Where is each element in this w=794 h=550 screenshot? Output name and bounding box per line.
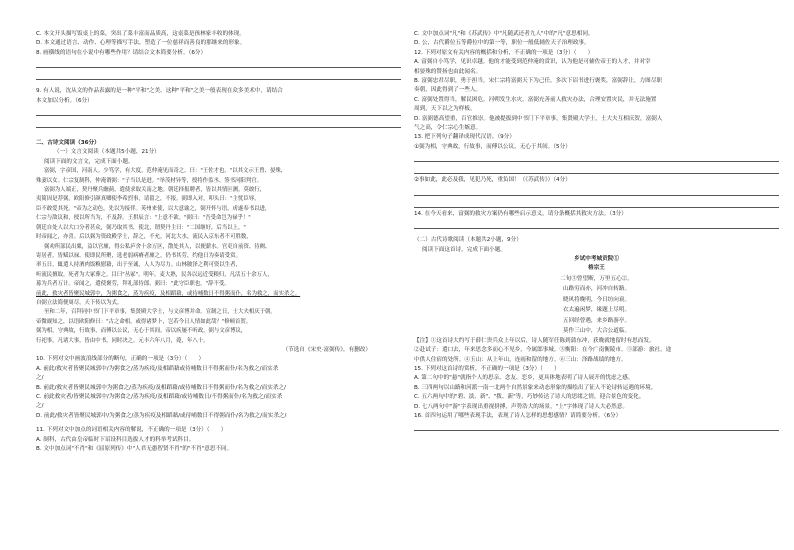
q12-option[interactable]: D. 富弼德高望重，百官推崇。他被提拔到中书门下平章事，集贤殿大学士，士大夫互相庆贺，富弼人 [414, 115, 663, 122]
q10-option[interactable]: A. 前此/救灾者皆聚民城郭中/为粥食之/蒸为疾疫/及相蹈藉或待哺数日不得粥而仆/名为救之/而实杀 [36, 365, 279, 372]
poem-line: 五回经曾遇，来乡路游亭。 [562, 317, 631, 324]
answer-line[interactable] [36, 58, 401, 68]
classical-line: 富弼为人端正，契丹聚兵幽蓟，遣使求取关南之地。朝廷择报聘者，皆以其情叵测，莫敢行， [44, 187, 266, 194]
classical-line: 富弼，字彦国，河南人。少笃学，有大度。范仲淹见而奇之，曰："王佐才也。"以其文示王曾、晏殊， [44, 168, 287, 175]
poem-line: 衣太遍闲梦，缘题上尽明。 [562, 307, 631, 314]
q7-option-c: C. 本文开头描写饭桌上的菜，突出了菜丰富而品质高，这桌菜是孩林家丰收的体现。 [36, 31, 245, 37]
classical-line: 时帝闻之，亦喜。后以弼为资政殿学士，辞之，不允。河北大水，流民入京东者不可胜数， [36, 234, 252, 241]
q15-question: 15. 下列对这首诗的赏析，不正确的一项是（3分）（ ） [414, 365, 560, 372]
q10-option-cont: 之/ [36, 403, 44, 410]
answer-line[interactable] [414, 421, 779, 431]
poem-note-cont: 中供人住宿的处所。④玉山：从上年山，连雨和留的地方。⑥三山：泽路战绩的地方。 [414, 356, 627, 363]
q15-option[interactable]: B. 三四两句以山路和河派一南一北两个自然景象来动态形象的描绘出了征人不论诗转运遇的环境。 [414, 384, 657, 391]
source-credit: （节选自《宋史·富弼传》，有删改） [282, 346, 371, 353]
q12-option-cont: 周到，天下以之为样板。 [414, 106, 476, 113]
classical-line: 弼为相，守典故，行故事，而傅以公议，无心于其间。帝以疾屡不听政，弼与文彦博议， [36, 328, 247, 335]
q10-question: 10. 下列对文中画波浪线部分的断句，正确的一项是（3分）（ ） [36, 356, 205, 363]
q13-question: 13. 把下列句子翻译成现代汉语。（9分） [414, 134, 515, 141]
poem-line: 山路穷而亦，河冲自转路。 [562, 286, 631, 293]
q10-option[interactable]: B. 前此/救灾者皆聚民城郭中为粥食之/蒸为疾疫/及相蹈藉/或待哺数日不得粥而仆/名为救之/而实杀之/ [36, 384, 286, 391]
q10-option[interactable]: D. 前此/救灾者皆聚民城郭中/为粥食之/蒸为疾疫及相蹈藉/或待哺数日不得粥而仆/名为救之/而实杀之/ [36, 412, 287, 419]
q14-question: 14. 在今天看来，富弼的救灾方案仍有哪些启示意义，请分条概括其救灾方法。（3分） [414, 210, 627, 217]
classical-line: 夷简因是荐弼。欧阳修引颜真卿使李希烈事，请留之，不报。弼即入对，叩头曰："主忧臣辱， [36, 196, 260, 203]
classical-line: 弼劝所部民出粟，益以官廪，得公私庐舍十余万区，散处其人，以便薪水。官吏自前资、待阙、 [44, 243, 271, 250]
classical-line: 听流民擅取。死者为大冢葬之，目曰"丛冢"。明年，麦大熟，民各以远近受粮归，凡活五十余万人， [36, 271, 273, 278]
answer-line[interactable] [414, 164, 779, 174]
q12-option[interactable]: B. 富弼忠君尽职，勇于担当。宋仁宗将富弼天下为己任，多次下诏书进行褒奖，富弼辞让，力图尽职 [414, 78, 662, 85]
q10-option[interactable]: C. 前此救灾者/皆聚民城郭中/为粥食之/蒸为疾疫/及相蹈藉/或待哺数日/不得粥而仆/名为救之/而实杀 [36, 394, 283, 400]
q15-option[interactable]: C. 五六两句中的"碧、淡、新"、"拨、新"等，巧妙传达了诗人的思绪之情，迎合景色的变化。 [414, 394, 645, 401]
poem-note-cont: ②赴试子：遣口去，年来思念多而心不见乡，今属郎事城。③衡阳：在今广南衡陵市。⑤部游：旅社，途 [414, 347, 672, 354]
q10-option-cont: 之/ [36, 375, 44, 382]
section-2-subtitle: （一）文言文阅读（本题共5小题，21分） [54, 149, 160, 156]
classical-line: 仁宗与敌议和，授以所当为，不及辞。王拱辰言："上意不欲。"弼曰："吾受命岂为禄乎！" [36, 215, 251, 222]
poem-intro: 阅读下面这首诗，完成下面小题。 [422, 246, 506, 253]
q12-option[interactable]: A. 富弼自小笃学，见识卓越。他的才能受到范仲淹的赏识，认为他是可辅佐帝王的人才，并对宰 [414, 59, 651, 66]
q12-question: 12. 下列对原文有关内容的概括和分析，不正确的一项是（3分）（ ） [414, 49, 594, 56]
q12-option[interactable]: C. 富弼处置得当，解民困危。河朔发生水灾，富弼充善前人救灾办法，合理安置灾民，并无法施置 [414, 96, 657, 103]
q12-option-cont: 气之高，令仁宗心生嫉意。 [414, 125, 482, 132]
classical-line-wavy: 前此，救灾者皆聚民城郭中，为粥食之，蒸为疾疫，及相蹈藉，或待哺数日不得粥而仆，名为救之，而实杀之。 [36, 290, 301, 297]
answer-line[interactable] [414, 219, 779, 229]
classical-text [36, 167, 401, 346]
left-column [36, 30, 401, 454]
q11-option[interactable]: B. 文中加点词"不肖"和《屈原列传》中"人君无愚智贤不肖"的"不肖"意思不同。 [36, 446, 233, 453]
section-2-intro: 阅读下面的文言文，完成下面小题。 [44, 158, 134, 165]
q12-option-cont: 奏朝，因此得到了一些人。 [414, 87, 482, 94]
classical-line: 行祀事，凡诸大事，皆由中书，同时决之。元丰六年八月，薨，年八十。 [36, 337, 209, 344]
section-2-title: 二、古诗文阅读（36分） [36, 140, 100, 147]
q13-item-2: ②事如此，此必及我，见犯乃死，重负国！（《苏武传》）（4分） [414, 177, 571, 184]
q11-option[interactable]: D. 公，古代爵位五等爵位中的第一等，职位一般低辅佐天子治理政事。 [414, 40, 590, 47]
q12-option-cont: 相晏殊的赞扬也由此闻名。 [414, 68, 482, 75]
classical-line: 殊妻以女。仁宗复制科，仲淹谓弼："子当以是进。"举茂材异等，授将作监丞、签书河阳判官。 [36, 177, 262, 184]
classical-line: 自弼立法简便周尽，天下传以为式。 [36, 299, 123, 306]
q13-item-1: ①弼为相，守典故，行故事，而傅以公议，无心于其间。（5分） [414, 143, 571, 150]
poem-note: 【注】①这首诗大约写于薛仁贵兵众上年以后，诗人随军任陈到蒲东冲，获晚就地留时有思而发。 [414, 337, 655, 344]
answer-line[interactable] [414, 152, 779, 162]
poem-section-title: （二）古代诗歌阅读（本题共2小题，9分） [414, 237, 522, 244]
classical-line: 率五日，辄遣人持酒肉饭糗慰藉，出于至诚，人人为尽力。山林陂泽之利可资以生者， [36, 262, 241, 269]
q9-question: 9. 有人说，沈从文的作品表露的是一种"平和"之美。这种"平和"之美一般表现在众多美术中，请结合 [36, 88, 283, 95]
classical-line: 寄居者，皆赋以禄，使即民所聚，选老弱病瘠者廪之。仍书其劳，约他日为奏请受赏。 [36, 252, 241, 259]
poem-author: 格宗王 [588, 265, 605, 272]
q15-option[interactable]: A. 第二句中的"悬"就指个人的思亲、念友、恋乡，更具体地表明了诗人展开的忧虑之感。 [414, 375, 634, 382]
poem-line: 莫作三山中，大合公道临。 [562, 328, 631, 335]
answer-line[interactable] [414, 198, 779, 208]
q7-option-d: D. 本文通过语言、动作、心理等描写手法，塑造了一位慈祥而善良的那继来的形象。 [36, 40, 246, 47]
q11-option[interactable]: C. 文中加点词"凡"和《苏武传》中"凡随武还者九人"中的"凡"意思相同。 [414, 31, 594, 37]
answer-line[interactable] [36, 118, 401, 128]
q9-question-cont: 本文加以分析。（6分） [36, 97, 93, 104]
poem-line: 晓风将晚明，今日坊向衰。 [562, 296, 631, 303]
classical-line: 臣不敢爱其死。"帝为之动色，先以为接伴。英州来使，以大意谕之，弼开怀与语，虏遂奉书以进， [36, 205, 271, 212]
q15-option[interactable]: D. 七八两句中"游"字表现出重视拼搏，声势浩大的场景，"上"字体现了诗人大必然意。 [414, 403, 628, 410]
q16-question: 16. 首四句运用了哪些表现手法，表现了诗人怎样的思想感情？请简要分析。（6分） [414, 412, 622, 419]
answer-line[interactable] [414, 186, 779, 196]
q8-question: 8. 画横线的语句在小说中有哪些作用？请结合文本简要分析。（6分） [36, 49, 207, 56]
answer-line[interactable] [36, 106, 401, 116]
classical-line: 至和二年，召拜同中书门下平章事，集贤殿大学士，与文彦博并命。宣制之日，士大夫相庆于朝。 [44, 309, 276, 316]
poem-line: 二旬③曾望断，万里五心②。 [560, 275, 633, 282]
classical-line: 帝微觇知之，以语欧阳修曰："古之命相，或得诸梦卜，岂若今日人情如此哉？"修顿首贺。 [36, 318, 252, 325]
classical-line: 募为兵者万计。帝闻之，遣使褒劳，拜礼部侍郎。弼曰："此守臣职也。"辞不受。 [36, 281, 230, 288]
poem-body [414, 274, 779, 337]
q11-option[interactable]: A. 制科，古代由皇帝临时下诏设科目选拔人才的科举考试科目。 [36, 436, 195, 443]
classical-line: 朝廷自处人以大口分者甚众，弼乃取其书，使北，谓契丹主曰："二国继好，后当以上。" [36, 224, 246, 231]
right-column [414, 30, 779, 433]
poem-title: 乡试中考城贡院① [574, 255, 619, 262]
q11-question: 11. 下列对文中加点的词语相关内容的解说，不正确的一项是（3分）（ ） [36, 427, 227, 434]
answer-line[interactable] [36, 70, 401, 80]
